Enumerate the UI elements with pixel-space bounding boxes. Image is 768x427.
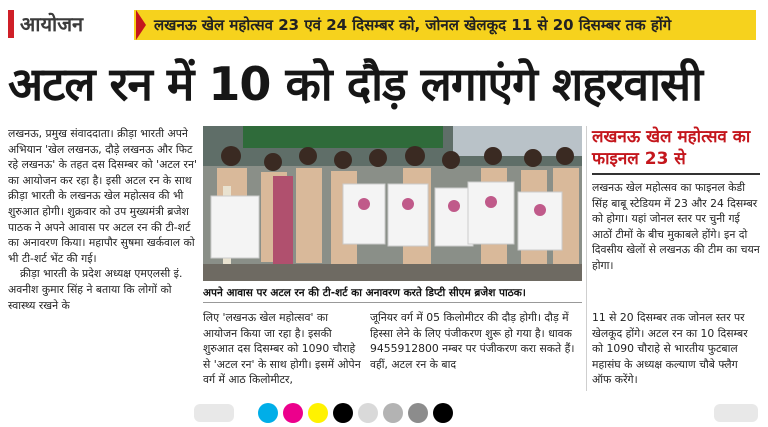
registration-bar (194, 404, 234, 422)
registration-swatch (383, 403, 403, 423)
kicker-label: आयोजन (20, 12, 84, 36)
sidebar-body: लखनऊ खेल महोत्सव का फाइनल केडी सिंह बाबू स्टेडियम में 23 और 24 दिसम्बर को होगा। यहां जोनल स्तर पर चुनी गई आठों टीमों के बीच मुकाबले होंगे। इन दो दिवसीय खेलों से लखनऊ की टीम का चयन होगा। (592, 181, 760, 272)
registration-swatch (408, 403, 428, 423)
registration-swatch (308, 403, 328, 423)
kicker-bar (8, 10, 14, 38)
registration-swatch (358, 403, 378, 423)
strap-banner (134, 10, 756, 40)
paragraph: लखनऊ, प्रमुख संवाददाता। क्रीड़ा भारती अपने अभियान 'खेल लखनऊ, दौड़े लखनऊ और फिट रहे लखनऊ' के तहत दस दिसम्बर को 'अटल रन' का आयोजन कर रहा है। इसी अटल रन के साथ क्रीड़ा भारती के लखनऊ खेल महोत्सव की भी शुरुआत होगी। शुक्रवार को उप मुख्यमंत्री ब्रजेश पाठक ने अपने आवास पर अटल रन की टी-शर्ट का अनावरण किया। महापौर सुषमा खर्कवाल को भी टी-शर्ट भेंट की गई। (8, 127, 197, 265)
registration-swatch (258, 403, 278, 423)
paragraph: क्रीड़ा भारती के प्रदेश अध्यक्ष एमएलसी इं. अवनीश कुमार सिंह ने बताया कि लोगों को स्वास्थ्य रखने के (8, 267, 183, 312)
photo-illustration (203, 126, 582, 281)
article-column-3: जूनियर वर्ग में 05 किलोमीटर की दौड़ होगी। दौड़ में हिस्सा लेने के लिए पंजीकरण शुरू हो गया है। धावक 9455912800 नम्बर पर पंजीकरण करा सकते हैं। वहीं, अटल रन के बाद (370, 311, 575, 371)
headline: अटल रन में 10 को दौड़ लगाएंगे शहरवासी (8, 57, 703, 111)
strap-text: लखनऊ खेल महोत्सव 23 एवं 24 दिसम्बर को, जोनल खेलकूद 11 से 20 दिसम्बर तक होंगे (154, 16, 672, 34)
sidebar-title: लखनऊ खेल महोत्सव का फाइनल 23 से (592, 127, 751, 169)
photo-caption: अपने आवास पर अटल रन की टी-शर्ट का अनावरण करते डिप्टी सीएम ब्रजेश पाठक। (203, 284, 582, 303)
article-column-2: लिए 'लखनऊ खेल महोत्सव' का आयोजन किया जा रहा है। इसकी शुरुआत दस दिसम्बर को 1090 चौराहे से 'अटल रन' के साथ होगी। इसमें ओपेन वर्ग में आठ किलोमीटर, (203, 311, 361, 387)
registration-bar (714, 404, 758, 422)
sidebar-rule (592, 173, 760, 175)
news-photo (203, 126, 582, 281)
registration-swatch (283, 403, 303, 423)
section-kicker (8, 9, 126, 39)
article-column-4: 11 से 20 दिसम्बर तक जोनल स्तर पर खेलकूद होंगे। अटल रन का 10 दिसम्बर को 1090 चौराहे से भारतीय फुटबाल महासंघ के अध्यक्ष कल्याण चौबे फ्लैग ऑफ करेंगे। (592, 311, 748, 387)
strap-arrow-icon (136, 10, 146, 40)
registration-swatch (333, 403, 353, 423)
column-divider (586, 126, 587, 391)
article-column-1 (8, 126, 198, 313)
registration-swatch (433, 403, 453, 423)
